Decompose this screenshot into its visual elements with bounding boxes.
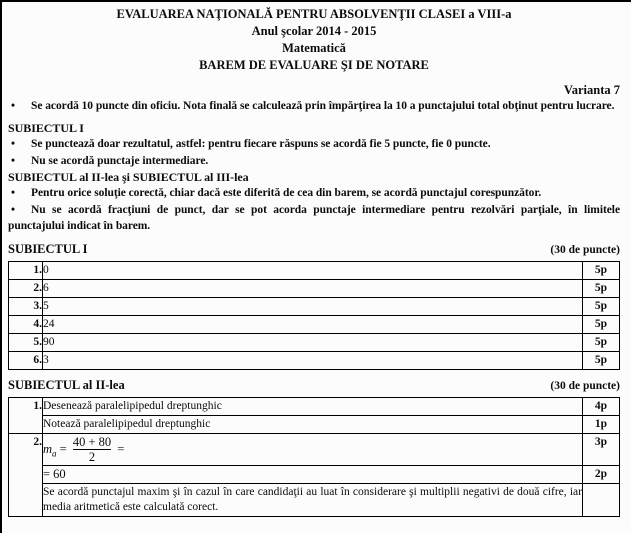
subject1-answers-table xyxy=(8,261,620,370)
table-row xyxy=(9,280,620,298)
rule-oficiu-text: Se acordă 10 puncte din oficiu. Nota finală se calculează prin împărţirea la 10 a punctajului total obţinut pentru lucrare. xyxy=(31,100,615,112)
item-answer: 0 xyxy=(43,262,583,280)
bullet-icon xyxy=(8,136,31,152)
scan-top-edge-line xyxy=(0,0,631,2)
item-points: 5p xyxy=(583,334,620,352)
item-number: 1. xyxy=(9,262,43,280)
grading-note: Se acordă punctajul maxim şi în cazul în care candidaţii au luat în considerare şi multiplii negativi de două cifre, iar media aritmetică este calculată corect. xyxy=(43,484,583,517)
table-row xyxy=(9,298,620,316)
item-number: 3. xyxy=(9,298,43,316)
item-points: 5p xyxy=(583,262,620,280)
table-row xyxy=(9,466,620,484)
scan-left-edge-line xyxy=(0,0,2,533)
table-row xyxy=(9,434,620,466)
item-number: 1. xyxy=(9,398,43,434)
solution-result: = 60 xyxy=(43,466,583,484)
rule-subject1-no-partial xyxy=(8,153,620,169)
title-school-year: Anul şcolar 2014 - 2015 xyxy=(251,24,377,38)
rules-subject1-heading: SUBIECTUL I xyxy=(8,121,84,136)
item-answer: 3 xyxy=(43,352,583,370)
title-exam-name: EVALUAREA NAŢIONALĂ PENTRU ABSOLVENŢII CLASEI a VIII-a xyxy=(116,7,512,21)
section2-points-total: (30 de puncte) xyxy=(550,380,620,393)
item-answer: 5 xyxy=(43,298,583,316)
section1-title: SUBIECTUL I xyxy=(8,242,88,257)
rule-subject23-partial-text: Nu se acordă fracţiuni de punct, dar se pot acorda punctaje intermediare pentru rezolvări parţiale, în limitele punctajului indicat în barem. xyxy=(8,203,620,233)
item-number: 2. xyxy=(9,434,43,517)
table-row xyxy=(9,416,620,434)
section2-header xyxy=(8,378,620,393)
item-answer: 6 xyxy=(43,280,583,298)
bullet-icon xyxy=(8,185,31,201)
item-number: 5. xyxy=(9,334,43,352)
item-number: 4. xyxy=(9,316,43,334)
math-subscript: a xyxy=(52,448,57,459)
table-row xyxy=(9,316,620,334)
rule-subject23-any-solution-text: Pentru orice soluţie corectă, chiar dacă este diferită de cea din barem, se acordă punctajul corespunzător. xyxy=(31,187,542,200)
rule-subject1-no-partial-text: Nu se acordă punctaje intermediare. xyxy=(31,154,209,167)
solution-step: Notează paralelipipedul dreptunghic xyxy=(43,416,583,434)
math-expression xyxy=(43,435,125,465)
item-answer: 24 xyxy=(43,316,583,334)
rule-subject23-any-solution xyxy=(8,185,620,201)
rule-subject23-partial xyxy=(8,202,620,235)
section1-points-total: (30 de puncte) xyxy=(550,244,620,257)
table-row xyxy=(9,484,620,517)
math-trailing-equals: = xyxy=(117,441,125,456)
grading-rules xyxy=(8,98,620,234)
step-points: 1p xyxy=(583,416,620,434)
math-equals: = xyxy=(59,441,67,456)
bullet-icon xyxy=(8,202,31,218)
table-row xyxy=(9,334,620,352)
title-barem: BAREM DE EVALUARE ŞI DE NOTARE xyxy=(199,58,429,72)
rules-subject23-heading: SUBIECTUL al II-lea şi SUBIECTUL al III-lea xyxy=(8,170,249,185)
variant-label: Varianta 7 xyxy=(563,83,620,97)
item-number: 6. xyxy=(9,352,43,370)
document-header xyxy=(8,6,620,98)
item-answer: 90 xyxy=(43,334,583,352)
table-row xyxy=(9,398,620,416)
fraction-denominator: 2 xyxy=(73,449,111,464)
math-variable: m xyxy=(43,441,53,456)
step-points: 3p xyxy=(583,434,620,466)
bullet-icon xyxy=(8,153,31,169)
rule-oficiu xyxy=(8,98,620,114)
bullet-icon xyxy=(8,98,31,114)
rule-subject1-scoring-text: Se punctează doar rezultatul, astfel: pentru fiecare răspuns se acordă fie 5 puncte, fie 0 puncte. xyxy=(31,138,491,151)
step-points-empty xyxy=(583,484,620,517)
item-points: 5p xyxy=(583,298,620,316)
item-points: 5p xyxy=(583,280,620,298)
item-number: 2. xyxy=(9,280,43,298)
step-points: 4p xyxy=(583,398,620,416)
table-row xyxy=(9,262,620,280)
table-row xyxy=(9,352,620,370)
fraction-numerator: 40 + 80 xyxy=(72,435,112,450)
section1-header xyxy=(8,242,620,257)
solution-formula xyxy=(43,434,583,466)
subject2-solutions-table xyxy=(8,397,620,517)
item-points: 5p xyxy=(583,352,620,370)
solution-step: Desenează paralelipipedul dreptunghic xyxy=(43,398,583,416)
rule-subject1-scoring xyxy=(8,136,620,152)
math-fraction xyxy=(70,435,114,464)
step-points: 2p xyxy=(583,466,620,484)
item-points: 5p xyxy=(583,316,620,334)
title-subject: Matematică xyxy=(282,41,346,55)
section2-title: SUBIECTUL al II-lea xyxy=(8,378,125,393)
